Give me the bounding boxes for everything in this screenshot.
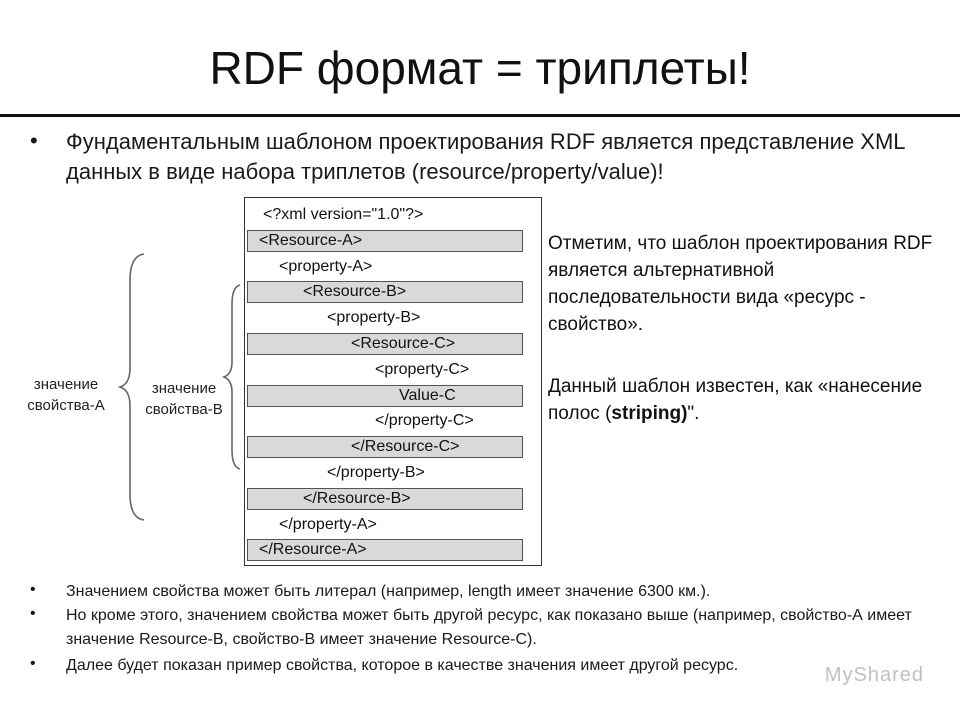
xml-line: <property-B> [327,309,421,327]
main-bullet-text: Фундаментальным шаблоном проектирования RDF является представление XML данных в виде набора триплетов (resource/property/value)! [66,129,905,184]
bottom-bullet-marker-3: • [30,655,36,672]
xml-line: <Resource-B> [303,283,407,301]
bullet-marker: • [30,128,38,153]
xml-example-box [244,197,542,566]
xml-line: <Resource-C> [351,335,456,352]
xml-line: </Resource-B> [303,489,411,507]
xml-line: </Resource-A> [259,541,367,559]
brace-label-a [20,374,112,416]
xml-line: <Resource-A> [259,231,363,249]
xml-line: </Resource-C> [351,438,460,456]
slide-title: RDF формат = триплеты! [209,42,751,94]
brace-label-b [134,378,234,420]
xml-line: </property-B> [327,464,425,481]
bottom-bullet-marker-2: • [30,605,36,622]
brace-property-b [222,282,252,472]
xml-line: <?xml version="1.0"?> [263,206,424,223]
title-divider [0,114,960,117]
brace-label-b-line1: значение [151,380,217,397]
side-note-striping-alt: Отметим, что шаблон проектирования RDF является альтернативной последовательности вида «ресурс - свойство». [548,233,933,335]
side-note-striping-name [548,373,948,427]
xml-line: </property-A> [279,515,377,533]
brace-label-a-line2: свойства-А [27,397,105,414]
bottom-bullet-1: Значением свойства может быть литерал (например, length имеет значение 6300 км.). [66,583,711,600]
bottom-bullet-2: Но кроме этого, значением свойства может быть другой ресурс, как показано выше (например, свойство-А имеет значение Resource-B, свойство-В имеет значение Resource-C). [66,607,912,648]
bottom-bullet-3: Далее будет показан пример свойства, которое в качестве значения имеет другой ресурс. [66,657,739,674]
xml-line: Value-C [399,386,456,404]
xml-line: <property-A> [279,257,373,275]
xml-line: <property-C> [375,360,470,378]
bottom-bullet-marker-1: • [30,581,36,598]
side-note-2-prefix: Данный шаблон известен, как «нанесение полос ( [548,376,923,424]
brace-label-b-line2: свойства-В [145,401,223,418]
xml-line: </property-C> [375,412,474,430]
watermark-logo: MyShared [824,664,924,686]
side-note-2-suffix: ". [687,403,700,424]
side-note-2-bold: striping) [611,403,688,424]
brace-label-a-line1: значение [33,376,99,393]
